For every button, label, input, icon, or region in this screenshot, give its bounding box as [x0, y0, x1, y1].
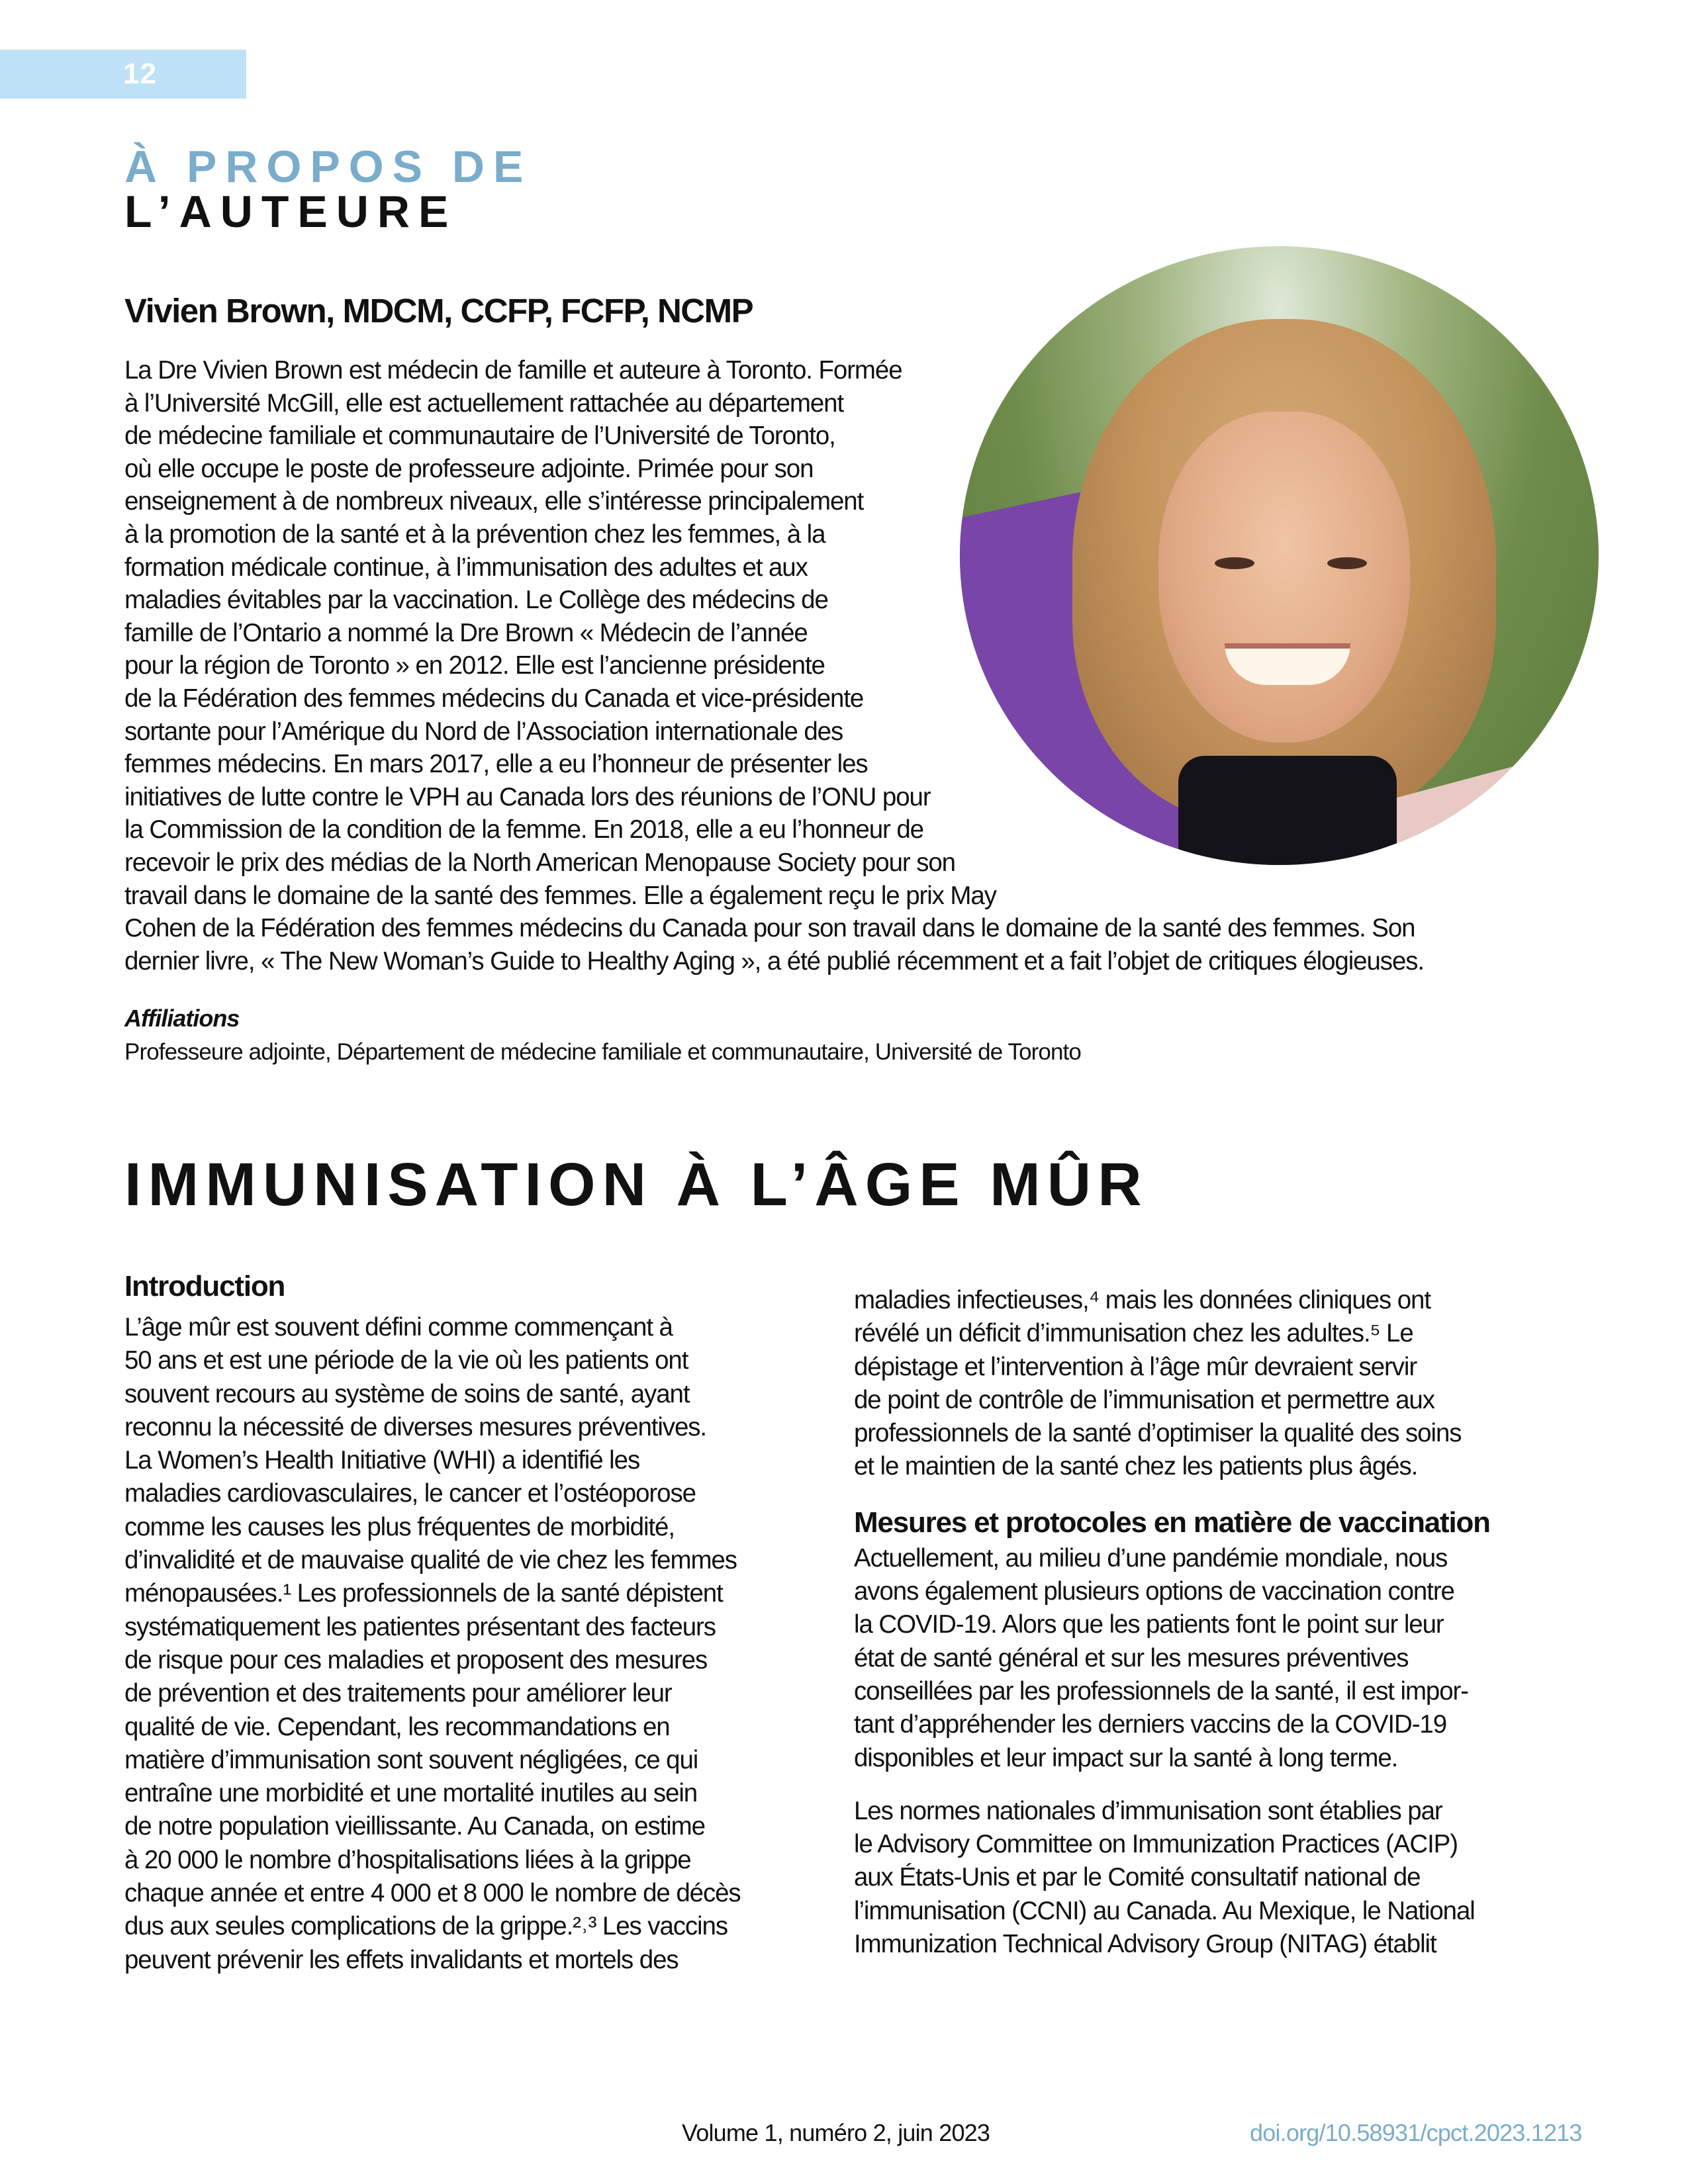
author-name: Vivien Brown, MDCM, CCFP, FCFP, NCMP — [124, 292, 753, 330]
about-author-heading — [124, 142, 532, 237]
body-line: conseillées par les professionnels de la santé, il est impor- — [854, 1676, 1468, 1706]
body-line: dus aux seules complications de la grippe.²˒³ Les vaccins — [124, 1912, 727, 1941]
body-line: de point de contrôle de l’immunisation et permettre aux — [854, 1385, 1434, 1414]
body-line: Les normes nationales d’immunisation sont établies par — [854, 1796, 1442, 1825]
body-line: maladies cardiovasculaires, le cancer et l’ostéoporose — [124, 1479, 696, 1508]
body-line: le Advisory Committee on Immunization Practices (ACIP) — [854, 1830, 1458, 1859]
bio-line: formation médicale continue, à l’immunisation des adultes et aux — [124, 553, 808, 582]
bio-line: maladies évitables par la vaccination. Le Collège des médecins de — [124, 586, 828, 615]
bio-line: pour la région de Toronto » en 2012. Elle est l’ancienne présidente — [124, 651, 825, 680]
bio-line: famille de l’Ontario a nommé la Dre Brown « Médecin de l’année — [124, 618, 808, 647]
body-line: disponibles et leur impact sur la santé à long terme. — [854, 1743, 1398, 1772]
bio-line: la Commission de la condition de la femme. En 2018, elle a eu l’honneur de — [124, 815, 923, 844]
bio-line: à l’Université McGill, elle est actuellement rattachée au département — [124, 388, 844, 418]
body-line: la COVID-19. Alors que les patients font le point sur leur — [854, 1610, 1444, 1639]
article-title: IMMUNISATION À L’ÂGE MÛR — [124, 1151, 1149, 1218]
body-line: aux États-Unis et par le Comité consultatif national de — [854, 1863, 1421, 1892]
affiliations-label: Affiliations — [124, 1005, 240, 1032]
body-line: ménopausées.¹ Les professionnels de la santé dépistent — [124, 1579, 723, 1608]
bio-line: de médecine familiale et communautaire de l’Université de Toronto, — [124, 422, 835, 451]
body-line: entraîne une morbidité et une mortalité inutiles au sein — [124, 1779, 698, 1808]
spacer — [124, 1306, 826, 1311]
about-heading-line2: L’AUTEURE — [124, 187, 457, 237]
bio-line: initiatives de lutte contre le VPH au Canada lors des réunions de l’ONU pour — [124, 782, 931, 811]
page-number-tab — [0, 50, 246, 99]
footer-volume: Volume 1, numéro 2, juin 2023 — [682, 2119, 990, 2146]
body-line: La Women’s Health Initiative (WHI) a identifié les — [124, 1446, 640, 1475]
body-line: maladies infectieuses,⁴ mais les données cliniques ont — [854, 1286, 1430, 1314]
body-line: peuvent prévenir les effets invalidants et mortels des — [124, 1945, 679, 1974]
body-line: révélé un déficit d’immunisation chez les adultes.⁵ Le — [854, 1319, 1413, 1348]
body-line: de prévention et des traitements pour améliorer leur — [124, 1679, 672, 1708]
body-line: professionnels de la santé d’optimiser la qualité des soins — [854, 1419, 1462, 1448]
body-line: tant d’appréhender les derniers vaccins de la COVID-19 — [854, 1710, 1447, 1739]
body-line: dépistage et l’intervention à l’âge mûr devraient servir — [854, 1352, 1417, 1381]
body-line: Actuellement, au milieu d’une pandémie mondiale, nous — [854, 1543, 1448, 1572]
page-number: 12 — [123, 58, 157, 90]
footer-doi-link[interactable]: doi.org/10.58931/cpct.2023.1213 — [1250, 2119, 1582, 2146]
body-line: systématiquement les patientes présentant des facteurs — [124, 1612, 716, 1641]
bio-line: de la Fédération des femmes médecins du Canada et vice-présidente — [124, 684, 864, 713]
bio-line: à la promotion de la santé et à la prévention chez les femmes, à la — [124, 520, 825, 549]
section-heading-introduction: Introduction — [124, 1270, 285, 1302]
body-line: d’invalidité et de mauvaise qualité de vie chez les femmes — [124, 1546, 737, 1575]
bio-line: recevoir le prix des médias de la North American Menopause Society pour son — [124, 848, 955, 877]
article-column-right — [854, 1284, 1556, 1961]
bio-line: Cohen de la Fédération des femmes médecins du Canada pour son travail dans le domaine de la santé des femmes. Son — [124, 914, 1415, 943]
body-line: reconnu la nécessité de diverses mesures préventives. — [124, 1412, 707, 1441]
body-line: état de santé général et sur les mesures préventives — [854, 1643, 1409, 1672]
body-line: qualité de vie. Cependant, les recommandations en — [124, 1712, 670, 1741]
bio-line: dernier livre, « The New Woman’s Guide to Healthy Aging », a été publié récemment et a fait l’objet de critiques élogieuses. — [124, 946, 1424, 976]
body-line: de risque pour ces maladies et proposent des mesures — [124, 1645, 708, 1674]
bio-line: femmes médecins. En mars 2017, elle a eu l’honneur de présenter les — [124, 750, 868, 779]
body-line: matière d’immunisation sont souvent négligées, ce qui — [124, 1745, 698, 1774]
affiliations-text: Professeure adjointe, Département de médecine familiale et communautaire, Université de Toronto — [124, 1039, 1081, 1065]
body-line: chaque année et entre 4 000 et 8 000 le nombre de décès — [124, 1879, 741, 1908]
body-line: 50 ans et est une période de la vie où les patients ont — [124, 1346, 688, 1375]
bio-line: travail dans le domaine de la santé des femmes. Elle a également reçu le prix May — [124, 881, 996, 910]
section-heading-vaccination: Mesures et protocoles en matière de vaccination — [854, 1506, 1490, 1539]
author-bio — [124, 354, 1554, 978]
body-line: L’âge mûr est souvent défini comme commençant à — [124, 1313, 673, 1342]
body-line: Immunization Technical Advisory Group (NITAG) établit — [854, 1930, 1436, 1959]
body-line: comme les causes les plus fréquentes de morbidité, — [124, 1512, 675, 1541]
body-line: et le maintien de la santé chez les patients plus âgés. — [854, 1452, 1418, 1481]
about-heading-line1: À PROPOS DE — [124, 142, 532, 192]
bio-line: où elle occupe le poste de professeure adjointe. Primée pour son — [124, 454, 814, 483]
spacer — [854, 1775, 1556, 1795]
body-line: avons également plusieurs options de vaccination contre — [854, 1577, 1454, 1606]
spacer — [854, 1484, 1556, 1504]
body-line: de notre population vieillissante. Au Canada, on estime — [124, 1812, 705, 1841]
bio-line: sortante pour l’Amérique du Nord de l’Association internationale des — [124, 717, 843, 746]
body-line: l’immunisation (CCNI) au Canada. Au Mexique, le National — [854, 1896, 1475, 1925]
article-column-left — [124, 1267, 826, 1977]
bio-line: enseignement à de nombreux niveaux, elle s’intéresse principalement — [124, 487, 864, 516]
body-line: à 20 000 le nombre d’hospitalisations liées à la grippe — [124, 1845, 691, 1874]
bio-line: La Dre Vivien Brown est médecin de famille et auteure à Toronto. Formée — [124, 356, 902, 385]
body-line: souvent recours au système de soins de santé, ayant — [124, 1379, 690, 1408]
